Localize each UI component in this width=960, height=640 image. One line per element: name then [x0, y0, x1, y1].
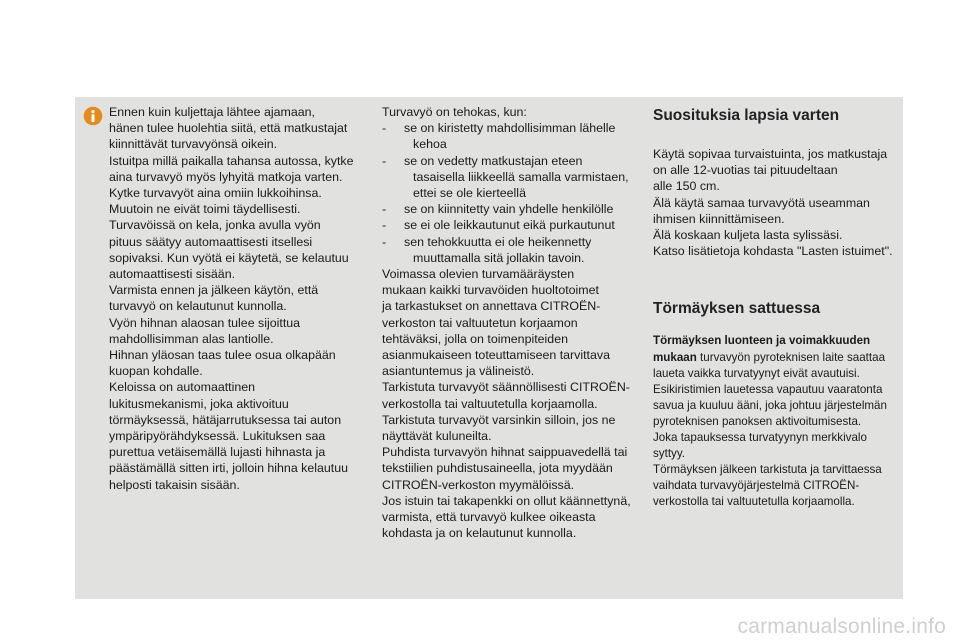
text-line: laueta vaikka turvatyynyt eivät avautuisi.	[653, 366, 860, 380]
text-line: Ennen kuin kuljettaja lähtee ajamaan,	[109, 105, 315, 119]
text-line: tekstiilien puhdistusaineella, jota myydään	[382, 461, 613, 476]
text-line: asianmukaiseen toteuttamiseen tarvittava	[382, 348, 610, 363]
text-line: Vyön hihnan alaosan tulee sijoittua	[109, 315, 301, 330]
text-line: verkostolla tai valtuutetulla korjaamolla.	[653, 495, 855, 509]
text-line: helposti takaisin sisään.	[109, 477, 240, 492]
text-line: ympäripyörähdyksessä. Lukituksen saa	[109, 429, 326, 444]
text-line: se on kiinnitetty vain yhdelle henkilölle	[404, 202, 614, 217]
text-line: Tarkistuta turvavyöt varsinkin silloin, jos ne	[382, 412, 616, 427]
text-line: tehtäväksi, jolla on toimenpiteiden	[382, 331, 568, 346]
text-line: Muutoin ne eivät toimi täydellisesti.	[109, 202, 301, 217]
text-line: purettua vetäisemällä lujasti hihnasta ja	[109, 445, 326, 460]
collision-information	[653, 333, 898, 510]
text-line: se on vedetty matkustajan eteen	[404, 153, 583, 168]
text-line: vaihdata turvavyöjärjestelmä CITROËN-	[653, 479, 860, 493]
list-intro: Turvavyö on tehokas, kun:	[382, 105, 527, 119]
list-marker: -	[382, 218, 387, 233]
text-line: pituus säätyy automaattisesti itsellesi	[109, 234, 313, 249]
children-recommendations	[653, 146, 898, 259]
text-line: on alle 12-vuotias tai pituudeltaan	[653, 163, 838, 178]
watermark: carmanualsonline.info	[737, 615, 946, 638]
text-line: turvavyö on kelautunut kunnolla.	[109, 299, 287, 314]
text-line: Varmista ennen ja jälkeen käytön, että	[109, 283, 319, 298]
section-heading-children: Suosituksia lapsia varten	[653, 107, 840, 124]
list-marker: -	[382, 234, 387, 249]
list-item	[382, 120, 637, 152]
text-line: Älä käytä samaa turvavyötä useamman	[653, 195, 870, 210]
list-item	[382, 201, 637, 217]
list-item	[382, 217, 637, 233]
text-line: muuttamalla sitä jollakin tavoin.	[413, 250, 585, 265]
text-span: turvavyön pyroteknisen laite saattaa	[696, 350, 886, 364]
text-line: se ei ole leikkautunut eikä purkautunut	[404, 218, 615, 233]
list-item	[382, 234, 637, 266]
text-line: Puhdista turvavyön hihnat saippuavedellä tai	[382, 445, 628, 460]
text-line: ja tarkastukset on annettava CITROËN-	[382, 299, 601, 314]
text-line: kuopan kohdalle.	[109, 364, 203, 379]
text-line: näyttävät kuluneilta.	[382, 429, 492, 444]
list-marker: -	[382, 121, 387, 136]
text-line: verkoston tai valtuutetun korjaamon	[382, 315, 578, 330]
info-icon	[83, 106, 103, 126]
text-line: Älä koskaan kuljeta lasta sylissäsi.	[653, 228, 843, 243]
text-line: mahdollisimman alas lantiolle.	[109, 331, 274, 346]
seatbelt-instructions-column	[109, 104, 359, 493]
text-line: kehoa	[413, 137, 447, 152]
list-marker: -	[382, 202, 387, 217]
text-line: Voimassa olevien turvamääräysten	[382, 267, 575, 282]
text-line: Turvavöissä on kela, jonka avulla vyön	[109, 218, 321, 233]
text-line: Katso lisätietoja kohdasta "Lasten istuimet".	[653, 244, 893, 259]
text-line: aina turvavyö myös lyhyitä matkoja varten.	[109, 169, 343, 184]
text-line: ihmisen kiinnittämiseen.	[653, 211, 785, 226]
text-line: savua ja kuuluu ääni, joka johtuu järjestelmän	[653, 398, 887, 412]
text-line: automaattisesti sisään.	[109, 267, 236, 282]
seatbelt-effectiveness-column	[382, 104, 637, 541]
text-line: verkostolla tai valtuutetulla korjaamolla.	[382, 396, 598, 411]
text-line: törmäyksessä, hätäjarrutuksessa tai auton	[109, 412, 342, 427]
text-line: Joka tapauksessa turvatyynyn merkkivalo	[653, 430, 867, 444]
text-line: Käytä sopivaa turvaistuinta, jos matkustaja	[653, 147, 888, 161]
text-line: sen tehokkuutta ei ole heikennetty	[404, 234, 592, 249]
section-heading-collision: Törmäyksen sattuessa	[653, 300, 821, 318]
text-line: CITROËN-verkoston myymälöissä.	[382, 477, 575, 492]
text-line: alle 150 cm.	[653, 179, 720, 194]
bold-text: Törmäyksen luonteen ja voimakkuuden	[653, 334, 871, 348]
text-line: tasaisella liikkeellä samalla varmistaen,	[413, 169, 629, 184]
recommendations-column	[653, 104, 898, 510]
text-line: Törmäyksen jälkeen tarkistuta ja tarvittaessa	[653, 463, 882, 477]
text-line: pyroteknisen panoksen aktivoitumisesta.	[653, 414, 862, 428]
text-line: ettei se ole kierteellä	[413, 186, 526, 201]
text-line: Hihnan yläosan taas tulee osua olkapään	[109, 348, 336, 363]
bold-text: mukaan	[653, 350, 697, 364]
text-line: varmista, että turvavyö kulkee oikeasta	[382, 510, 596, 525]
text-line: Kytke turvavyöt aina omiin lukkoihinsa.	[109, 186, 322, 201]
text-line: hänen tulee huolehtia siitä, että matkustajat	[109, 121, 348, 136]
text-line: kiinnittävät turvavyönsä oikein.	[109, 137, 278, 152]
text-line: lukitusmekanismi, joka aktivoituu	[109, 396, 289, 411]
text-line: asiantuntemus ja välineistö.	[382, 364, 535, 379]
text-line: kohdasta ja on kelautunut kunnolla.	[382, 526, 577, 541]
text-line: syttyy.	[653, 447, 685, 461]
text-line: Istuitpa millä paikalla tahansa autossa, kytke	[109, 153, 354, 168]
text-line: sopivaksi. Kun vyötä ei käytetä, se kelautuu	[109, 250, 349, 265]
list-item	[382, 153, 637, 202]
text-line: Jos istuin tai takapenkki on ollut käännettynä,	[382, 493, 631, 508]
text-line	[653, 333, 898, 349]
text-line: Esikiristimien lauetessa vapautuu vaaratonta	[653, 382, 883, 396]
list-marker: -	[382, 153, 387, 168]
text-line	[653, 350, 898, 366]
text-line: Tarkistuta turvavyöt säännöllisesti CITROËN-	[382, 380, 630, 395]
text-line: päästämällä sitten irti, jolloin hihna kelautuu	[109, 461, 349, 476]
text-line: se on kiristetty mahdollisimman lähelle	[404, 121, 616, 136]
text-line: Keloissa on automaattinen	[109, 380, 256, 395]
text-line: mukaan kaikki turvavöiden huoltotoimet	[382, 283, 599, 298]
